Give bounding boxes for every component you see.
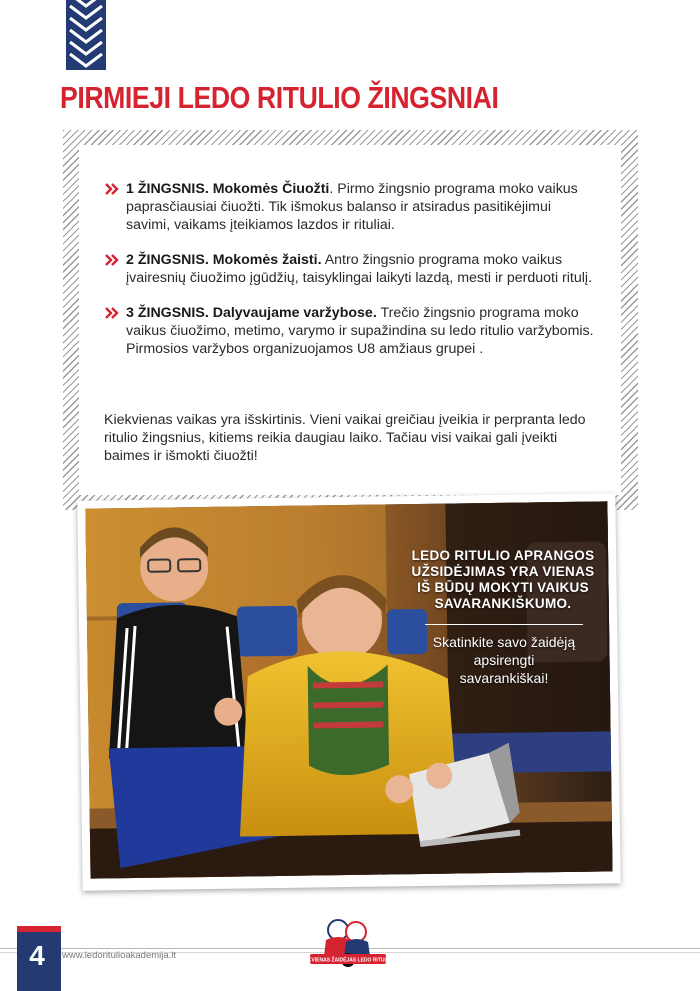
overlay-divider — [425, 624, 583, 625]
step-text: . Pirmo žingsnio programa moko vaikus paprasčiausiai čiuožti. Tik išmokus balanso ir atsiradus pasitikėjimui savimi, vaikams įteikiamos lazdos ir rituliai. — [126, 181, 578, 233]
double-chevron-right-icon — [104, 305, 120, 321]
photo-overlay-heading: LEDO RITULIO APRANGOS UŽSIDĖJIMAS YRA VIENAS IŠ BŪDŲ MOKYTI VAIKUS SAVARANKIŠKUMO. — [411, 548, 595, 611]
photo-overlay-subtext: Skatinkite savo žaidėją apsirengti savarankiškai! — [432, 634, 576, 686]
steps-list — [104, 180, 594, 375]
step-item-3 — [104, 304, 594, 358]
double-chevron-right-icon — [104, 181, 120, 197]
page-title: PIRMIEJI LEDO RITULIO ŽINGSNIAI — [60, 80, 499, 115]
chevron-decoration-icon — [66, 0, 106, 70]
step-title: 2 ŽINGSNIS. Mokomės žaisti. — [126, 252, 322, 268]
page-number: 4 — [29, 940, 45, 971]
step-title: 1 ŽINGSNIS. Mokomės Čiuožti — [126, 181, 330, 197]
step-text: Trečio žingsnio programa moko vaikus čiuožimo, metimo, varymo ir supažindina su ledo ritulio varžybomis. Pirmosios varžybos organizuojamos U8 amžiaus grupei . — [126, 305, 594, 357]
step-item-1 — [104, 180, 594, 234]
double-chevron-right-icon — [104, 252, 120, 268]
step-text: Antro žingsnio programa moko vaikus įvairesnių čiuožimo įgūdžių, taisyklingai laikyti lazdą, mesti ir perduoti ritulį. — [126, 252, 593, 286]
step-item-2 — [104, 251, 594, 287]
academy-logo-icon — [299, 912, 397, 974]
conclusion-paragraph: Kiekvienas vaikas yra išskirtinis. Vieni vaikai greičiau įveikia ir perpranta ledo ritulio žingsnius, kitiems reikia daugiau laiko. Tačiau visi vaikai gali įveikti baimes ir išmokti čiuožti! — [104, 412, 586, 464]
logo-text: KIEKVIENAS ŽAIDĖJAS LEDO RITULYJE — [299, 957, 397, 964]
step-title: 3 ŽINGSNIS. Dalyvaujame varžybose. — [126, 305, 377, 321]
footer-url[interactable]: www.ledoritulioakademija.lt — [62, 950, 177, 961]
